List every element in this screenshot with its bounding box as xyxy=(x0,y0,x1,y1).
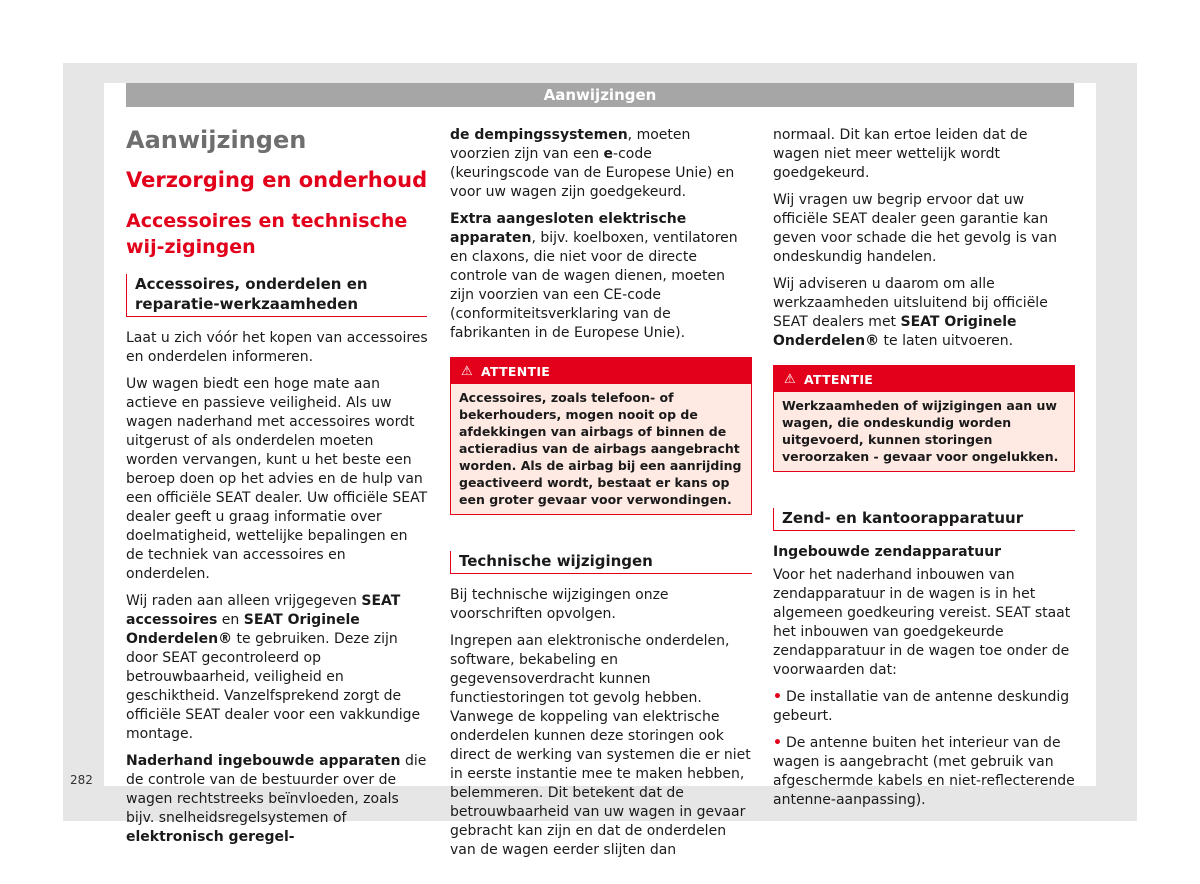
chapter-title: Aanwijzingen xyxy=(126,126,307,154)
subheading: Ingebouwde zendapparatuur xyxy=(773,544,1002,560)
warning-label: ATTENTIE xyxy=(480,363,551,379)
bullet-icon: • xyxy=(773,689,782,705)
topic-heading xyxy=(450,551,752,574)
bold-run: SEAT Originele Onderdelen® xyxy=(126,612,360,647)
warning-box xyxy=(773,365,1075,472)
column-3 xyxy=(773,126,1075,818)
page-header: Aanwijzingen xyxy=(126,83,1074,107)
section-title: Verzorging en onderhoud xyxy=(126,168,428,192)
warning-header xyxy=(451,358,751,384)
warning-box xyxy=(450,357,752,515)
paragraph xyxy=(126,752,428,847)
bold-run: e xyxy=(603,146,614,162)
text-run: te gebruiken. Deze zijn door SEAT gecontroleerd op betrouwbaarheid, veiligheid en geschiktheid. Vanzelfsprekend zorgt de officiële SEAT dealer voor een vakkundige montage. xyxy=(126,631,421,742)
paragraph xyxy=(450,210,752,343)
bold-run: Extra aangesloten elektrische apparaten xyxy=(450,211,687,246)
paragraph: Ingrepen aan elektronische onderdelen, software, bekabeling en gegevensoverdracht kunnen functiestoringen tot gevolg hebben. Vanwege de koppeling van elektrische onderdelen kunnen deze storingen ook direct de werking van systemen die er niet in eerste instantie mee te maken hebben, belemmeren. Dit betekent dat de betrouwbaarheid van uw wagen in gevaar gebracht kan zijn en dat de onderdelen van de wagen eerder slijten dan xyxy=(450,633,751,858)
list-item-text: De installatie van de antenne deskundig gebeurt. xyxy=(773,689,1070,724)
paragraph xyxy=(126,592,428,744)
paragraph: normaal. Dit kan ertoe leiden dat de wagen niet meer wettelijk wordt goedgekeurd. xyxy=(773,127,1028,181)
warning-header xyxy=(774,366,1074,392)
bold-run: elektronisch geregel- xyxy=(126,829,295,845)
list-item xyxy=(773,734,1075,810)
topic-heading-text: Technische wijzigingen xyxy=(459,552,653,570)
page-number: 282 xyxy=(70,773,93,787)
list-item xyxy=(773,688,1075,726)
topic-heading xyxy=(773,508,1075,531)
paragraph: Wij vragen uw begrip ervoor dat uw officiële SEAT dealer geen garantie kan geven voor schade die het gevolg is van ondeskundig handelen. xyxy=(773,192,1057,265)
paragraph: Voor het naderhand inbouwen van zendapparatuur in de wagen is in het algemeen goedkeuring vereist. SEAT staat het inbouwen van goedgekeurde zendapparatuur in de wagen toe onder de voorwaarden dat: xyxy=(773,567,1071,678)
paragraph: Uw wagen biedt een hoge mate aan actieve en passieve veiligheid. Als uw wagen naderhand met accessoires wordt uitgerust of als onderdelen moeten worden vervangen, kunt u het beste een beroep doen op het advies en de hulp van een officiële SEAT dealer. Uw officiële SEAT dealer geeft u graag informatie over doelmatigheid, wettelijke bepalingen en de techniek van accessoires en onderdelen. xyxy=(126,376,428,582)
subsection-title: Accessoires en technische wij-zigingen xyxy=(126,210,408,258)
bold-run: Naderhand ingebouwde apparaten xyxy=(126,753,401,769)
text-run: , bijv. koelboxen, ventilatoren en claxons, die niet voor de directe controle van de wagen dienen, moeten zijn voorzien van een CE-code (conformiteitsverklaring van de fabrikanten in de Europese Unie). xyxy=(450,230,738,341)
topic-heading-text: Zend- en kantoorapparatuur xyxy=(782,509,1024,527)
bullet-icon: • xyxy=(773,735,782,751)
text-run: , moeten voorzien zijn van een xyxy=(450,127,691,162)
paragraph: Laat u zich vóór het kopen van accessoires en onderdelen informeren. xyxy=(126,330,428,365)
warning-label: ATTENTIE xyxy=(803,371,874,387)
warning-text: Accessoires, zoals telefoon- of bekerhouders, mogen nooit op de afdekkingen van airbags of binnen de actieradius van de airbags aangebracht worden. Als de airbag bij een aanrijding geactiveerd wordt, bestaat er kans op een groter gevaar voor verwondingen. xyxy=(451,384,751,514)
bold-run: de dempingssystemen xyxy=(450,127,628,143)
bold-run: SEAT accessoires xyxy=(126,593,401,628)
topic-heading-text: Accessoires, onderdelen en reparatie-werkzaamheden xyxy=(135,275,368,313)
topic-heading xyxy=(126,274,427,317)
list-item-text: De antenne buiten het interieur van de wagen is aangebracht (met gebruik van afgeschermde kabels en niet-reflecterende antenne-aanpassing). xyxy=(773,735,1075,808)
paragraph xyxy=(450,126,752,202)
text-run: Wij adviseren u daarom om alle werkzaamheden uitsluitend bij officiële SEAT dealers met xyxy=(773,276,1048,330)
column-2 xyxy=(450,126,752,868)
paragraph xyxy=(773,275,1075,351)
text-run: die de controle van de bestuurder over de wagen rechtstreeks beïnvloeden, zoals bijv. snelheidsregelsystemen of xyxy=(126,753,427,826)
column-1 xyxy=(126,125,428,855)
warning-text: Werkzaamheden of wijzigingen aan uw wagen, die ondeskundig worden uitgevoerd, kunnen storingen veroorzaken - gevaar voor ongelukken. xyxy=(774,392,1074,471)
paragraph: Bij technische wijzigingen onze voorschriften opvolgen. xyxy=(450,587,669,622)
text-run: en xyxy=(217,612,244,628)
text-run: Wij raden aan alleen vrijgegeven xyxy=(126,593,362,609)
warning-triangle-icon: ⚠ xyxy=(784,371,796,387)
text-run: te laten uitvoeren. xyxy=(879,333,1014,349)
text-run: -code (keuringscode van de Europese Unie) en voor uw wagen zijn goedgekeurd. xyxy=(450,146,735,200)
bold-run: SEAT Originele Onderdelen® xyxy=(773,314,1017,349)
warning-triangle-icon: ⚠ xyxy=(461,363,473,379)
